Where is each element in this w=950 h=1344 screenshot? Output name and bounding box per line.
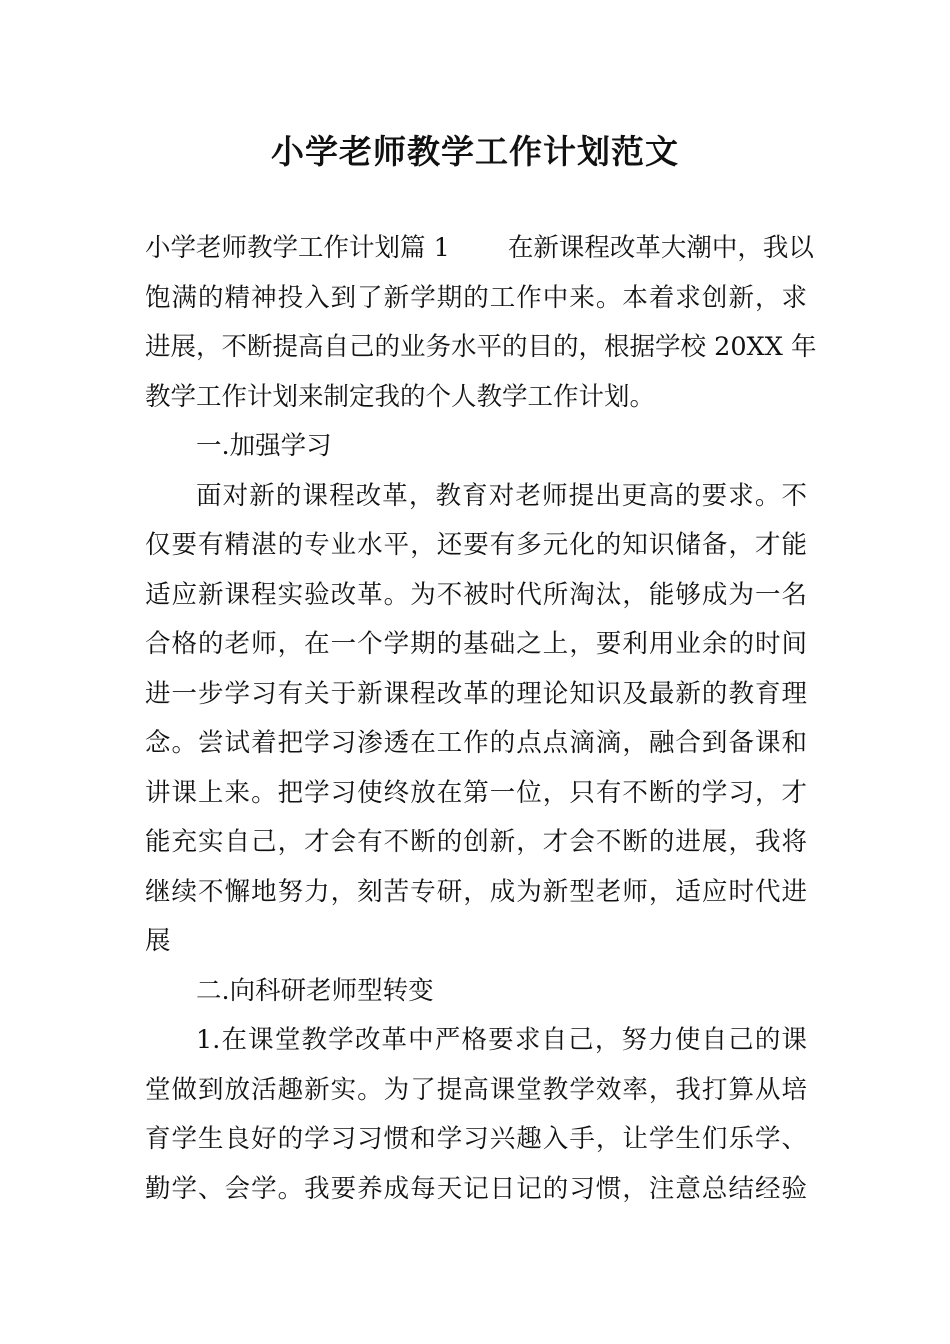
paragraph-line: 合格的老师，在一个学期的基础之上，要利用业余的时间 [145,629,807,659]
paragraph-line: 仅要有精湛的专业水平，还要有多元化的知识储备，才能 [145,530,807,560]
paragraph-line: 进展，不断提高自己的业务水平的目的，根据学校 20XX 年 [145,332,817,362]
intro-line [145,224,814,274]
paragraph-line: 育学生良好的学习习惯和学习兴趣入手，让学生们乐学、 [145,1124,807,1154]
paragraph-line: 继续不懈地努力，刻苦专研，成为新型老师，适应时代进 [145,876,807,907]
intro-text: 在新课程改革大潮中，我以 [507,233,814,263]
paragraph-line: 展 [145,926,171,956]
section-heading-1: 一.加强学习 [196,431,332,461]
document-title: 小学老师教学工作计划范文 [271,132,679,171]
paragraph-line: 念。尝试着把学习渗透在工作的点点滴滴，融合到备课和 [145,728,807,758]
paragraph-line: 勤学、会学。我要养成每天记日记的习惯，注意总结经验 [145,1173,807,1204]
paragraph-line: 讲课上来。把学习使终放在第一位，只有不断的学习，才 [145,777,807,808]
paragraph-line: 面对新的课程改革，教育对老师提出更高的要求。不 [196,480,807,511]
paragraph-line: 能充实自己，才会有不断的创新，才会不断的进展，我将 [145,827,807,857]
paragraph-line: 进一步学习有关于新课程改革的理论知识及最新的教育理 [145,678,807,709]
section-heading-2: 二.向科研老师型转变 [196,975,434,1006]
paragraph-line: 适应新课程实验改革。为不被时代所淘汰，能够成为一名 [145,579,807,610]
document-body [145,224,817,1214]
paragraph-line: 1.在课堂教学改革中严格要求自己，努力使自己的课 [196,1025,807,1055]
paragraph-line: 堂做到放活趣新实。为了提高课堂教学效率，我打算从培 [145,1074,807,1105]
paragraph-line: 教学工作计划来制定我的个人教学工作计划。 [145,381,656,412]
intro-label: 小学老师教学工作计划篇 1 [145,233,450,263]
paragraph-line: 饱满的精神投入到了新学期的工作中来。本着求创新，求 [145,282,807,313]
